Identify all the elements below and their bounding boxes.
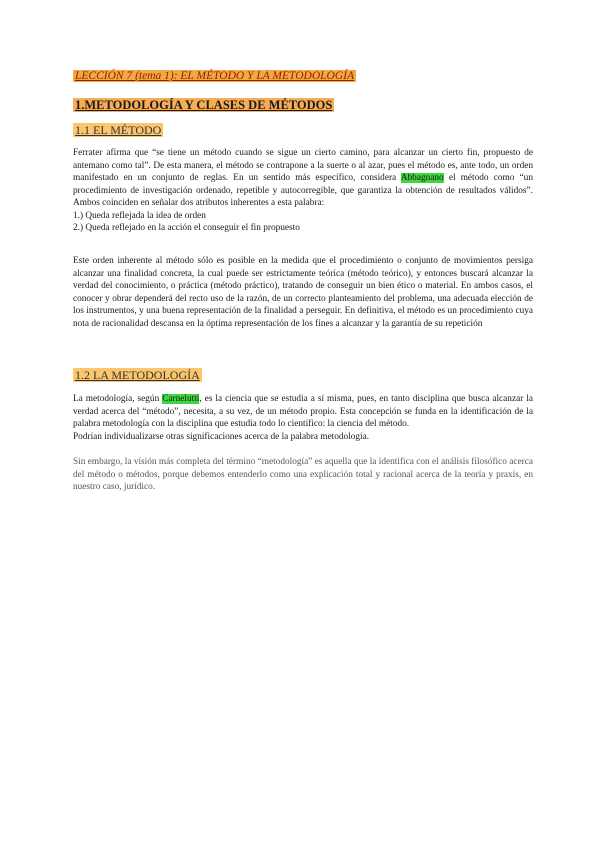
highlight-carnelutti: Carnelutti bbox=[162, 394, 200, 404]
list-item: 2.) Queda reflejado en la acción el conseguir el fin propuesto bbox=[73, 223, 300, 233]
subsection-title-metodo: 1.1 EL MÉTODO bbox=[75, 123, 162, 137]
paragraph-carnelutti: La metodología, según Carnelutti, es la ciencia que se estudia a sí misma, pues, en tanto disciplina que busca alcanzar la verdad acerca del “método”, necesita, a su vez, de un método propio. Esta concepción se funda en la identificación de la palabra metodología con la disciplina que estudia todo lo científico: la ciencia del método. Podrían individualizarse otras significaciones acerca de la palabra metodología. bbox=[73, 394, 533, 442]
highlight-abbagnano: Abbagnano bbox=[400, 173, 444, 183]
attributes-list bbox=[73, 210, 533, 235]
section-title: 1.METODOLOGÍA Y CLASES DE MÉTODOS bbox=[75, 98, 333, 112]
subsection-title-metodologia: 1.2 LA METODOLOGÍA bbox=[75, 368, 200, 382]
paragraph-vision: Sin embargo, la visión más completa del término “metodología” es aquella que la identifica con el análisis filosófico acerca del método o métodos, porque debemos entenderlo como una explicación total y racional acerca de la teoría y praxis, en nuestro caso, jurídico. bbox=[73, 457, 533, 492]
list-item: 1.) Queda reflejada la idea de orden bbox=[73, 210, 206, 221]
paragraph-orden: Este orden inherente al método sólo es posible en la medida que el procedimiento o conjunto de movimientos persiga alcanzar una finalidad concreta, la cual puede ser estrictamente teórica (método teórico), y entonces buscará alcanzar la verdad del conocimiento, o práctica (método práctico), tratando de conseguir un bien ético o material. En ambos casos, el conocer y obrar dependerá del recto uso de la razón, de un correcto planteamiento del problema, una adecuada elección de los instrumentos, y una buena representación de la finalidad a perseguir. En definitiva, el método es un procedimiento cuya nota de racionalidad descansa en la óptima representación de los fines a alcanzar y la garantía de su repetición bbox=[73, 256, 533, 329]
paragraph-ferrater: Ferrater afirma que “se tiene un método cuando se sigue un cierto camino, para alcanzar un cierto fin, propuesto de antemano como tal”. De esta manera, el método se contrapone a la suerte o al azar, pues el método es, ante todo, un orden manifestado en un conjunto de reglas. En un sentido más específico, considera Abbagnano el método como “un procedimiento de investigación ordenado, repetible y autocorregible, que garantiza la obtención de resultados válidos”. Ambos coinciden en señalar dos atributos inherentes a esta palabra: 1.) Queda reflejada la idea de orden 2.) Queda reflejado en la acción el conseguir el fin propuesto bbox=[73, 148, 533, 233]
lesson-title: LECCIÓN 7 (tema 1): EL MÉTODO Y LA METODOLOGÍA bbox=[75, 70, 355, 82]
